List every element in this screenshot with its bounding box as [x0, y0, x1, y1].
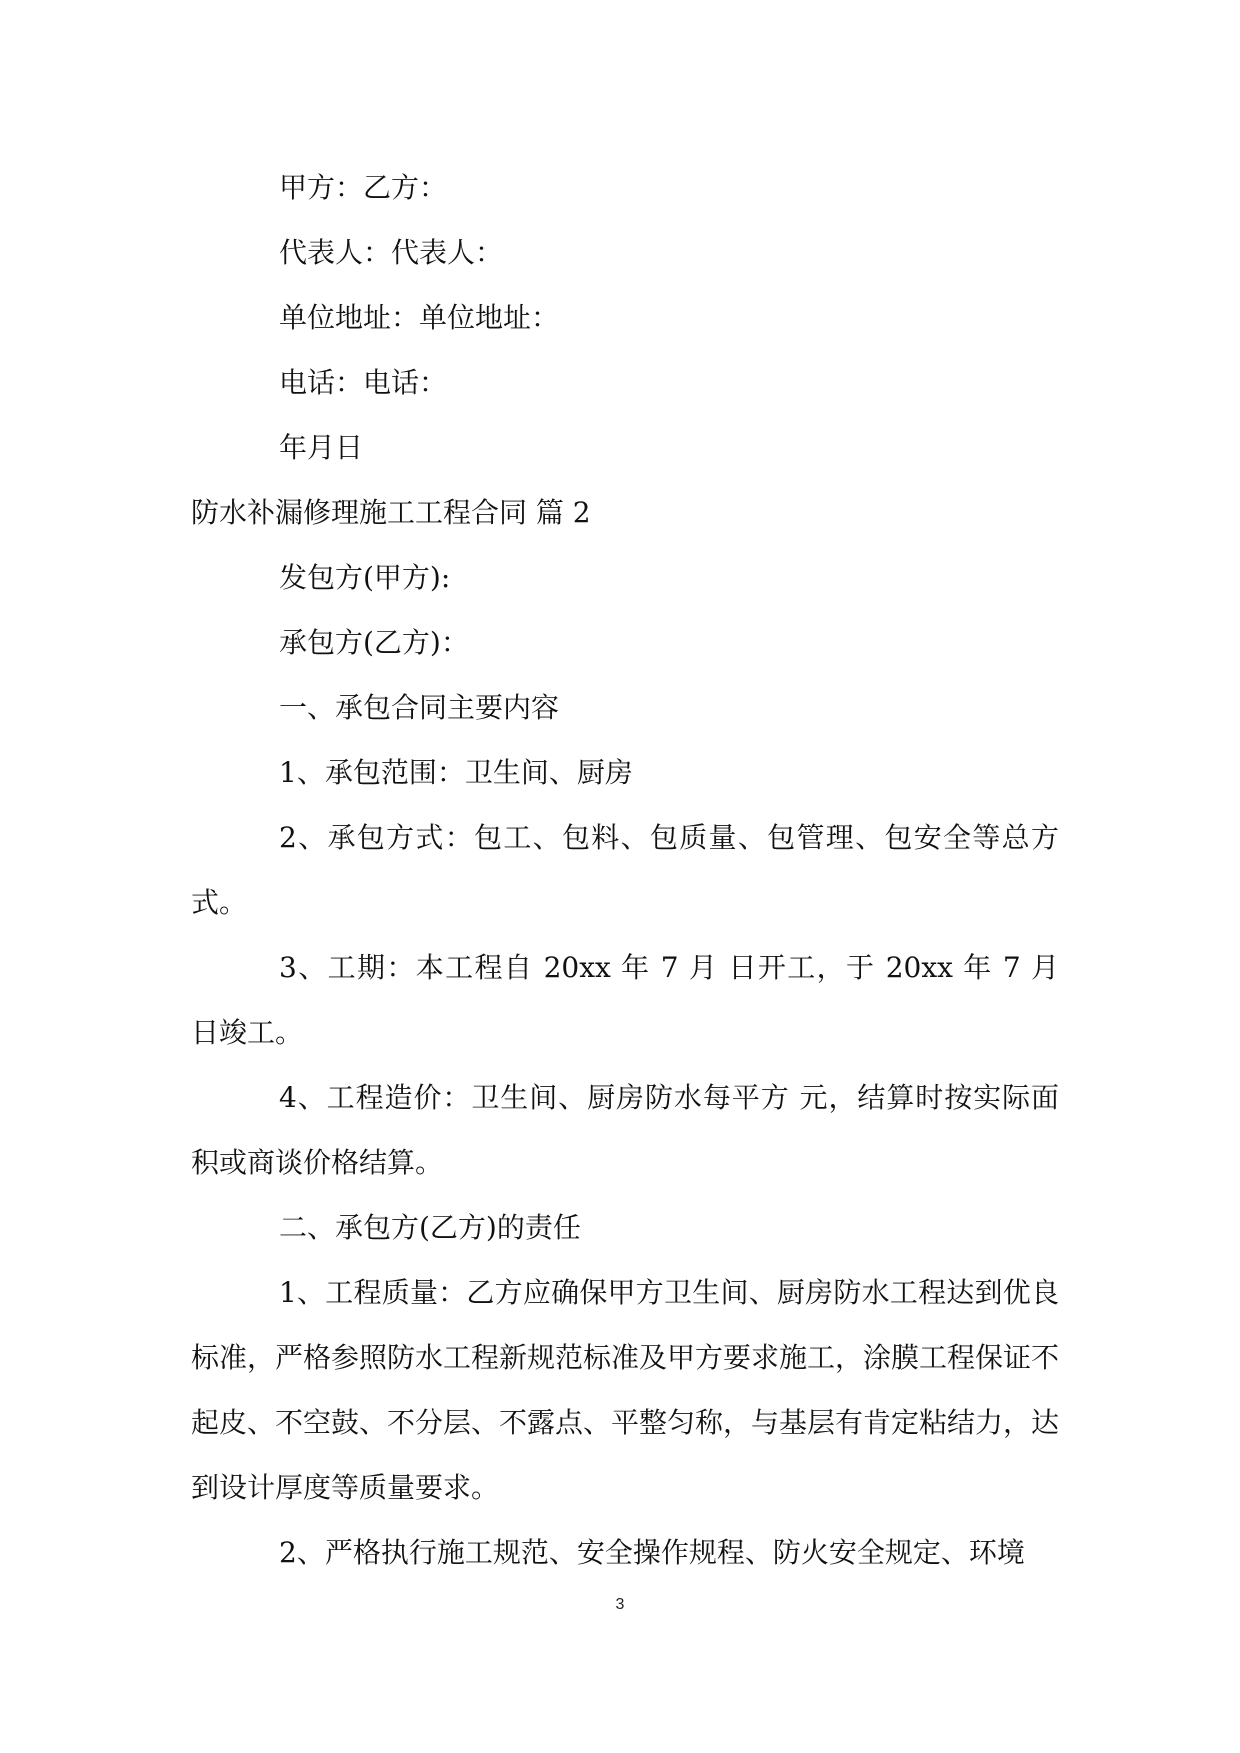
page-number: 3 — [615, 1596, 625, 1613]
main-content-heading: 一、承包合同主要内容 — [279, 691, 560, 724]
safety-paragraph: 2、严格执行施工规范、安全操作规程、防火安全规定、环境 — [279, 1536, 1025, 1569]
date-line: 年月日 — [279, 431, 364, 464]
responsibility-heading: 二、承包方(乙方)的责任 — [279, 1211, 581, 1244]
duration-paragraph: 3、工期：本工程自 20xx 年 7 月 日开工，于 20xx 年 7 月 日竣工。 — [191, 951, 1059, 1049]
contract-section-title: 防水补漏修理施工工程合同 篇 2 — [191, 496, 591, 529]
phone-line: 电话：电话： — [279, 366, 448, 399]
scope-line: 1、承包范围：卫生间、厨房 — [279, 756, 633, 789]
document-body — [191, 155, 1059, 1585]
contractor-line: 承包方(乙方)： — [279, 626, 469, 659]
representative-line: 代表人：代表人： — [279, 236, 504, 269]
contract-mode-paragraph: 2、承包方式：包工、包料、包质量、包管理、包安全等总方式。 — [191, 821, 1059, 919]
quality-paragraph: 1、工程质量：乙方应确保甲方卫生间、厨房防水工程达到优良标准，严格参照防水工程新规范标准及甲方要求施工，涂膜工程保证不起皮、不空鼓、不分层、不露点、平整匀称，与基层有肯定粘结力，达到设计厚度等质量要求。 — [191, 1276, 1060, 1504]
employer-line: 发包方(甲方): — [279, 561, 451, 594]
price-paragraph: 4、工程造价：卫生间、厨房防水每平方 元，结算时按实际面积或商谈价格结算。 — [191, 1081, 1059, 1179]
address-line: 单位地址：单位地址： — [279, 301, 560, 334]
party-header-line: 甲方：乙方： — [279, 171, 448, 204]
